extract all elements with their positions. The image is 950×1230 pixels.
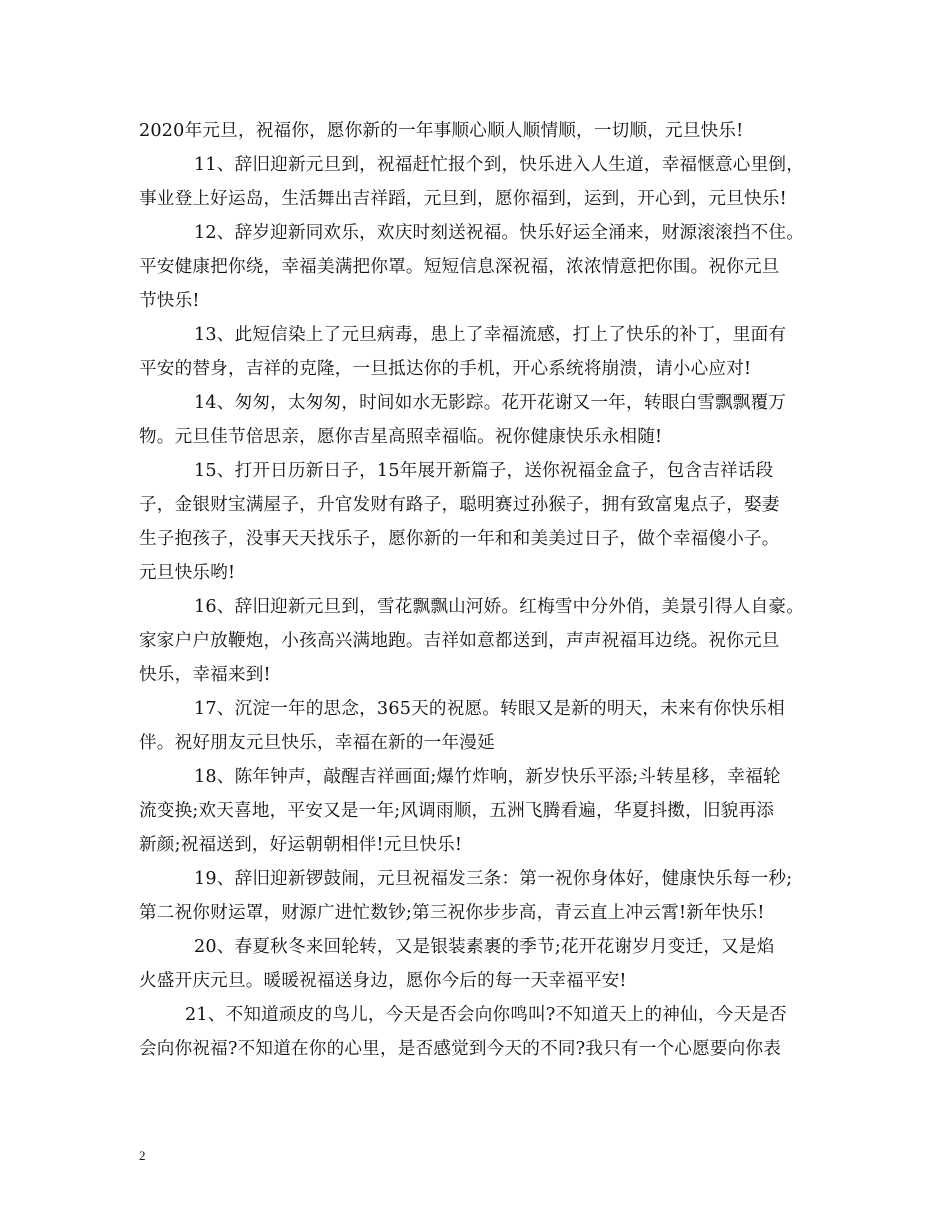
text-line: 21、不知道顽皮的鸟儿，今天是否会向你鸣叫?不知道天上的神仙，今天是否 <box>185 1005 787 1025</box>
text-line: 事业登上好运岛，生活舞出吉祥蹈，元旦到，愿你福到，运到，开心到，元旦快乐! <box>139 189 787 209</box>
text-line: 12、辞岁迎新同欢乐，欢庆时刻送祝福。快乐好运全涌来，财源滚滚挡不住。 <box>194 223 804 243</box>
text-line: 16、辞旧迎新元旦到，雪花飘飘山河娇。红梅雪中分外俏，美景引得人自豪。 <box>194 597 804 617</box>
text-line: 17、沉淀一年的思念，365天的祝愿。转眼又是新的明天，未来有你快乐相 <box>194 699 785 719</box>
text-line: 平安的替身，吉祥的克隆，一旦抵达你的手机，开心系统将崩溃，请小心应对! <box>139 359 752 379</box>
text-line: 火盛开庆元旦。暖暖祝福送身边，愿你今后的每一天幸福平安! <box>139 971 627 991</box>
text-line: 子，金银财宝满屋子，升官发财有路子，聪明赛过孙猴子，拥有致富鬼点子，娶妻 <box>139 495 780 515</box>
text-line: 18、陈年钟声，敲醒吉祥画面;爆竹炸响，新岁快乐平添;斗转星移，幸福轮 <box>194 767 781 787</box>
text-line: 20、春夏秋冬来回轮转，又是银装素裹的季节;花开花谢岁月变迁，又是焰 <box>194 937 775 957</box>
text-line: 物。元旦佳节倍思亲，愿你吉星高照幸福临。祝你健康快乐永相随! <box>139 427 663 447</box>
text-line: 平安健康把你绕，幸福美满把你罩。短短信息深祝福，浓浓情意把你围。祝你元旦 <box>139 257 780 277</box>
text-line: 流变换;欢天喜地，平安又是一年;风调雨顺，五洲飞腾看遍，华夏抖擞，旧貌再添 <box>139 801 775 821</box>
text-line: 快乐，幸福来到! <box>139 665 271 685</box>
text-line: 第二祝你财运罩，财源广进忙数钞;第三祝你步步高，青云直上冲云霄!新年快乐! <box>139 903 765 923</box>
text-line: 11、辞旧迎新元旦到，祝福赶忙报个到，快乐进入人生道，幸福惬意心里倒， <box>194 155 804 175</box>
text-line: 伴。祝好朋友元旦快乐，幸福在新的一年漫延 <box>139 733 495 753</box>
text-line: 新颜;祝福送到，好运朝朝相伴!元旦快乐! <box>139 835 463 855</box>
text-line: 会向你祝福?不知道在你的心里，是否感觉到今天的不同?我只有一个心愿要向你表 <box>139 1039 782 1059</box>
text-line: 元旦快乐哟! <box>139 563 236 583</box>
text-line: 家家户户放鞭炮，小孩高兴满地跑。吉祥如意都送到，声声祝福耳边绕。祝你元旦 <box>139 631 780 651</box>
text-line: 19、辞旧迎新锣鼓闹，元旦祝福发三条：第一祝你身体好，健康快乐每一秒; <box>194 869 793 889</box>
text-line: 节快乐! <box>139 291 200 311</box>
text-line: 生子抱孩子，没事天天找乐子，愿你新的一年和和美美过日子，做个幸福傻小子。 <box>139 529 780 549</box>
page-number: 2 <box>139 1148 146 1163</box>
text-line: 15、打开日历新日子，15年展开新篇子，送你祝福金盒子，包含吉祥话段 <box>194 461 774 481</box>
text-line: 14、匆匆，太匆匆，时间如水无影踪。花开花谢又一年，转眼白雪飘飘覆万 <box>194 393 787 413</box>
document-body <box>139 114 829 1066</box>
text-line: 13、此短信染上了元旦病毒，患上了幸福流感，打上了快乐的补丁，里面有 <box>194 325 787 345</box>
text-line: 2020年元旦，祝福你，愿你新的一年事顺心顺人顺情顺，一切顺，元旦快乐! <box>139 121 744 141</box>
